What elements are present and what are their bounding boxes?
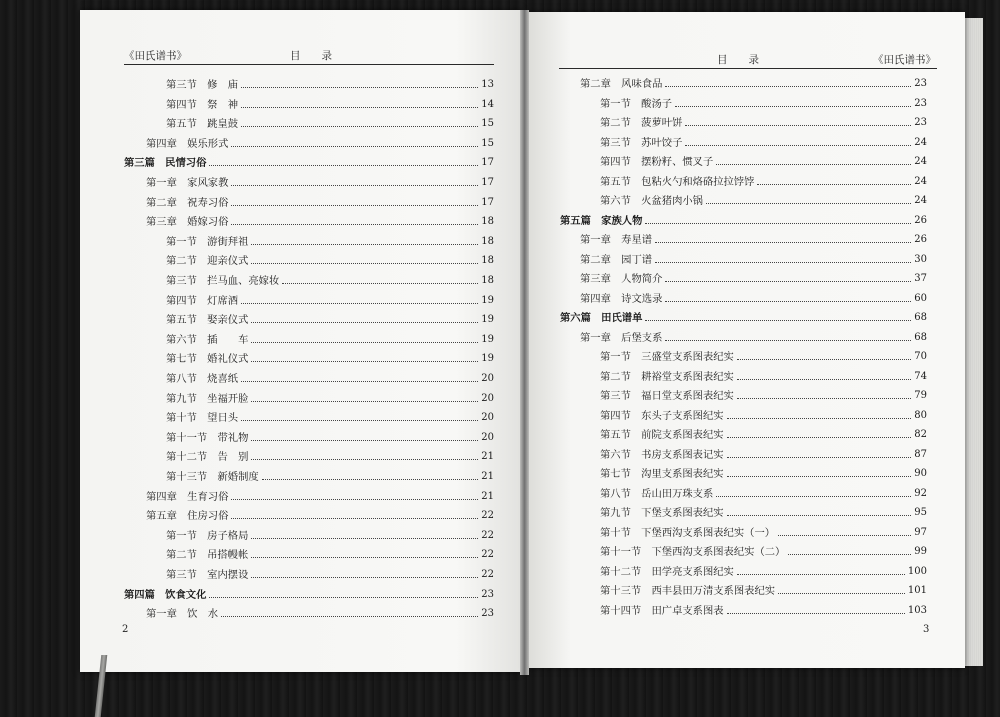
toc-entry-title: 第九节 下堡支系图表纪实 bbox=[600, 507, 724, 519]
toc-entry-page: 19 bbox=[481, 294, 494, 306]
toc-leader-dots bbox=[665, 86, 911, 87]
toc-entry bbox=[166, 449, 494, 463]
toc-entry bbox=[560, 213, 927, 227]
toc-leader-dots bbox=[241, 126, 478, 127]
left-header-contents-label: 目 录 bbox=[290, 50, 332, 62]
toc-entry-page: 19 bbox=[481, 333, 494, 345]
toc-entry-page: 26 bbox=[914, 214, 927, 226]
page-stack-edge bbox=[965, 18, 983, 666]
toc-entry-page: 37 bbox=[914, 273, 927, 284]
toc-leader-dots bbox=[645, 223, 911, 224]
toc-leader-dots bbox=[737, 379, 911, 380]
toc-leader-dots bbox=[716, 496, 911, 497]
toc-entry-page: 80 bbox=[914, 409, 927, 421]
toc-entry bbox=[166, 430, 494, 444]
toc-entry-page: 15 bbox=[481, 118, 494, 130]
toc-entry-page: 24 bbox=[914, 156, 927, 167]
toc-leader-dots bbox=[251, 557, 478, 558]
toc-leader-dots bbox=[675, 106, 911, 107]
toc-entry-page: 20 bbox=[481, 412, 494, 424]
toc-entry-page: 21 bbox=[481, 490, 494, 502]
toc-entry-title: 第三节 室内摆设 bbox=[166, 569, 249, 581]
toc-entry-page: 70 bbox=[914, 351, 927, 362]
toc-entry-title: 第四节 灯席酒 bbox=[166, 294, 239, 307]
toc-leader-dots bbox=[251, 244, 478, 245]
toc-entry-title: 第十三节 新婚制度 bbox=[166, 471, 259, 483]
toc-entry bbox=[600, 525, 927, 539]
toc-entry bbox=[146, 508, 494, 522]
toc-leader-dots bbox=[282, 283, 478, 284]
toc-entry-page: 17 bbox=[481, 177, 494, 188]
toc-leader-dots bbox=[251, 577, 478, 578]
toc-entry bbox=[600, 505, 927, 519]
toc-entry-page: 68 bbox=[914, 312, 927, 323]
toc-entry-page: 97 bbox=[914, 526, 927, 538]
toc-leader-dots bbox=[251, 361, 478, 362]
toc-leader-dots bbox=[209, 597, 478, 598]
toc-entry bbox=[600, 447, 927, 461]
toc-leader-dots bbox=[716, 164, 911, 165]
toc-entry-title: 第七节 沟里支系图表纪实 bbox=[600, 468, 724, 480]
toc-entry bbox=[166, 293, 494, 307]
toc-entry-title: 第八节 烧喜纸 bbox=[166, 373, 239, 385]
toc-entry-page: 17 bbox=[481, 196, 494, 208]
toc-entry-page: 30 bbox=[914, 253, 927, 265]
toc-entry-title: 第三章 婚嫁习俗 bbox=[146, 216, 229, 229]
toc-entry-page: 92 bbox=[914, 487, 927, 499]
toc-entry-title: 第八节 岳山田万珠支系 bbox=[600, 487, 714, 500]
toc-entry-title: 第二节 吊搭幔帐 bbox=[166, 549, 249, 562]
toc-entry-page: 18 bbox=[481, 255, 494, 267]
toc-leader-dots bbox=[231, 205, 478, 206]
toc-leader-dots bbox=[241, 420, 478, 421]
left-page-number: 2 bbox=[122, 624, 129, 635]
right-page bbox=[527, 12, 965, 668]
toc-entry bbox=[166, 332, 494, 346]
toc-entry-page: 14 bbox=[481, 98, 494, 110]
toc-leader-dots bbox=[241, 107, 478, 108]
toc-entry-page: 19 bbox=[481, 314, 494, 326]
toc-leader-dots bbox=[241, 87, 478, 88]
toc-entry-title: 第九节 坐福开脸 bbox=[166, 392, 249, 405]
toc-entry bbox=[166, 371, 494, 385]
toc-leader-dots bbox=[251, 322, 478, 323]
toc-entry-page: 15 bbox=[481, 137, 494, 149]
toc-entry-page: 19 bbox=[481, 353, 494, 365]
toc-entry-title: 第四章 生育习俗 bbox=[146, 490, 229, 503]
toc-entry-title: 第七节 婚礼仪式 bbox=[166, 353, 249, 366]
toc-entry bbox=[600, 349, 927, 363]
toc-entry-page: 99 bbox=[914, 546, 927, 557]
toc-entry bbox=[166, 391, 494, 405]
toc-entry-title: 第四章 诗文选录 bbox=[580, 292, 663, 305]
toc-leader-dots bbox=[241, 303, 478, 304]
toc-entry bbox=[600, 564, 927, 578]
toc-leader-dots bbox=[645, 320, 911, 321]
toc-leader-dots bbox=[231, 499, 478, 500]
right-page-number: 3 bbox=[923, 624, 930, 635]
toc-leader-dots bbox=[778, 535, 911, 536]
toc-leader-dots bbox=[778, 593, 905, 594]
toc-leader-dots bbox=[727, 515, 912, 516]
toc-leader-dots bbox=[262, 479, 479, 480]
toc-entry-title: 第一节 游街拜祖 bbox=[166, 235, 249, 248]
toc-entry-page: 21 bbox=[481, 471, 494, 482]
toc-leader-dots bbox=[231, 146, 478, 147]
toc-entry-page: 18 bbox=[481, 216, 494, 228]
toc-leader-dots bbox=[231, 518, 478, 519]
toc-entry-page: 18 bbox=[481, 235, 494, 247]
toc-entry-title: 第五篇 家族人物 bbox=[560, 214, 643, 227]
toc-entry-page: 22 bbox=[481, 529, 494, 541]
toc-leader-dots bbox=[665, 281, 911, 282]
right-header-book-title: 《田氏谱书》 bbox=[873, 54, 936, 66]
toc-entry-title: 第五节 娶亲仪式 bbox=[166, 314, 249, 327]
toc-entry-page: 22 bbox=[481, 549, 494, 561]
toc-entry bbox=[600, 603, 927, 617]
toc-entry-page: 74 bbox=[914, 370, 927, 382]
toc-entry bbox=[166, 312, 494, 326]
toc-entry bbox=[600, 193, 927, 207]
toc-entry-page: 22 bbox=[481, 510, 494, 522]
toc-entry-page: 13 bbox=[481, 79, 494, 90]
toc-leader-dots bbox=[727, 613, 905, 614]
toc-entry bbox=[600, 583, 927, 597]
left-toc bbox=[80, 10, 522, 672]
toc-leader-dots bbox=[706, 203, 911, 204]
toc-entry-page: 21 bbox=[481, 451, 494, 463]
toc-entry-page: 18 bbox=[481, 275, 494, 286]
toc-leader-dots bbox=[737, 359, 911, 360]
toc-entry-title: 第五章 住房习俗 bbox=[146, 510, 229, 523]
toc-entry-title: 第一节 酸汤子 bbox=[600, 97, 673, 110]
toc-entry-page: 17 bbox=[481, 157, 494, 169]
toc-entry-title: 第六节 火盆猪肉小锅 bbox=[600, 195, 703, 207]
toc-entry-title: 第十节 望日头 bbox=[166, 412, 239, 425]
toc-entry bbox=[146, 489, 494, 503]
toc-entry-title: 第十一节 带礼物 bbox=[166, 431, 249, 444]
toc-entry-title: 第二节 耕裕堂支系图表纪实 bbox=[600, 370, 734, 383]
toc-leader-dots bbox=[655, 262, 911, 263]
toc-entry bbox=[166, 116, 494, 130]
toc-entry bbox=[580, 291, 927, 305]
toc-entry-title: 第四节 祭 神 bbox=[166, 98, 239, 111]
toc-leader-dots bbox=[251, 401, 478, 402]
toc-entry bbox=[146, 214, 494, 228]
toc-leader-dots bbox=[241, 381, 478, 382]
toc-entry-page: 95 bbox=[914, 507, 927, 518]
toc-leader-dots bbox=[685, 145, 911, 146]
toc-entry-page: 101 bbox=[907, 585, 927, 596]
toc-leader-dots bbox=[685, 125, 911, 126]
toc-entry bbox=[146, 175, 494, 189]
toc-entry-page: 20 bbox=[481, 392, 494, 404]
toc-leader-dots bbox=[251, 440, 478, 441]
toc-entry bbox=[166, 547, 494, 561]
toc-entry-title: 第一章 寿星谱 bbox=[580, 234, 653, 246]
toc-entry-title: 第三节 修 庙 bbox=[166, 79, 239, 91]
toc-entry bbox=[600, 154, 927, 168]
toc-entry-page: 23 bbox=[481, 608, 494, 620]
toc-entry-title: 第十一节 下堡西沟支系图表纪实（二） bbox=[600, 546, 786, 558]
toc-entry bbox=[580, 232, 927, 246]
toc-entry-page: 82 bbox=[914, 429, 927, 440]
toc-entry-page: 100 bbox=[907, 565, 927, 577]
toc-entry-title: 第十四节 田广卓支系图表 bbox=[600, 604, 724, 617]
toc-entry-title: 第二章 祝寿习俗 bbox=[146, 196, 229, 209]
toc-leader-dots bbox=[251, 263, 478, 264]
toc-leader-dots bbox=[727, 457, 912, 458]
toc-entry-title: 第一章 家风家教 bbox=[146, 177, 229, 189]
toc-leader-dots bbox=[727, 418, 912, 419]
toc-entry-title: 第四节 摆粉籽、惯叉子 bbox=[600, 156, 714, 168]
toc-leader-dots bbox=[231, 185, 478, 186]
toc-entry bbox=[166, 528, 494, 542]
right-toc bbox=[527, 12, 965, 668]
toc-entry-title: 第六篇 田氏谱单 bbox=[560, 312, 643, 324]
toc-leader-dots bbox=[221, 616, 478, 617]
toc-entry-title: 第六节 插 车 bbox=[166, 333, 249, 346]
toc-entry bbox=[166, 351, 494, 365]
toc-entry bbox=[600, 115, 927, 129]
toc-entry-title: 第三篇 民情习俗 bbox=[124, 157, 207, 170]
toc-leader-dots bbox=[251, 342, 478, 343]
toc-entry bbox=[600, 388, 927, 402]
toc-entry-page: 68 bbox=[914, 331, 927, 343]
toc-entry bbox=[124, 587, 494, 601]
toc-entry bbox=[600, 369, 927, 383]
toc-entry bbox=[600, 135, 927, 149]
toc-entry bbox=[166, 97, 494, 111]
toc-entry-title: 第五节 前院支系图表纪实 bbox=[600, 429, 724, 441]
toc-entry bbox=[146, 606, 494, 620]
toc-entry bbox=[560, 310, 927, 324]
toc-entry-page: 103 bbox=[907, 604, 927, 616]
toc-entry bbox=[580, 271, 927, 285]
book-gutter bbox=[520, 10, 529, 675]
toc-entry-title: 第一节 房子格局 bbox=[166, 529, 249, 542]
toc-leader-dots bbox=[727, 476, 912, 477]
toc-entry bbox=[600, 544, 927, 558]
toc-leader-dots bbox=[737, 574, 905, 575]
toc-entry-page: 23 bbox=[914, 97, 927, 109]
toc-entry-title: 第十节 下堡西沟支系图表纪实（一） bbox=[600, 526, 776, 539]
toc-entry-page: 23 bbox=[914, 78, 927, 89]
toc-entry bbox=[166, 234, 494, 248]
right-header-contents-label: 目 录 bbox=[717, 54, 759, 66]
toc-entry bbox=[580, 330, 927, 344]
toc-entry-title: 第一节 三盛堂支系图表纪实 bbox=[600, 351, 734, 363]
toc-entry bbox=[146, 136, 494, 150]
toc-entry-page: 20 bbox=[481, 431, 494, 443]
toc-entry-title: 第十三节 西丰县田万清支系图表纪实 bbox=[600, 585, 776, 597]
toc-entry-page: 24 bbox=[914, 175, 927, 187]
toc-leader-dots bbox=[209, 165, 478, 166]
toc-entry-title: 第二章 风味食品 bbox=[580, 78, 663, 90]
toc-leader-dots bbox=[727, 437, 912, 438]
toc-entry-page: 87 bbox=[914, 448, 927, 460]
toc-entry-title: 第六节 书房支系图表记实 bbox=[600, 448, 724, 461]
toc-leader-dots bbox=[251, 538, 478, 539]
toc-leader-dots bbox=[231, 224, 478, 225]
toc-entry bbox=[166, 469, 494, 483]
toc-entry bbox=[166, 567, 494, 581]
toc-entry bbox=[166, 253, 494, 267]
toc-entry-page: 24 bbox=[914, 195, 927, 206]
toc-entry bbox=[166, 77, 494, 91]
toc-entry-title: 第二节 菠萝叶饼 bbox=[600, 117, 683, 129]
toc-entry-title: 第三节 苏叶饺子 bbox=[600, 136, 683, 149]
toc-leader-dots bbox=[665, 301, 911, 302]
toc-entry bbox=[600, 486, 927, 500]
toc-entry-page: 60 bbox=[914, 292, 927, 304]
toc-entry bbox=[600, 174, 927, 188]
toc-entry bbox=[166, 410, 494, 424]
toc-entry bbox=[600, 466, 927, 480]
toc-entry-title: 第二章 园丁谱 bbox=[580, 253, 653, 266]
toc-entry-page: 90 bbox=[914, 468, 927, 479]
toc-entry-title: 第十二节 田学亮支系图纪实 bbox=[600, 565, 734, 578]
toc-entry bbox=[600, 427, 927, 441]
toc-entry bbox=[124, 155, 494, 169]
toc-entry-page: 20 bbox=[481, 373, 494, 384]
toc-entry-title: 第四章 娱乐形式 bbox=[146, 137, 229, 150]
toc-entry-page: 24 bbox=[914, 136, 927, 148]
toc-entry-title: 第三节 福日堂支系图表纪实 bbox=[600, 390, 734, 402]
toc-entry bbox=[146, 195, 494, 209]
toc-entry bbox=[600, 96, 927, 110]
left-header-book-title: 《田氏谱书》 bbox=[124, 50, 187, 62]
toc-entry-page: 23 bbox=[481, 588, 494, 600]
toc-leader-dots bbox=[655, 242, 911, 243]
toc-entry-page: 22 bbox=[481, 569, 494, 580]
toc-entry-title: 第四篇 饮食文化 bbox=[124, 588, 207, 601]
toc-entry-title: 第五节 包粘火勺和烙硌拉拉饽饽 bbox=[600, 175, 755, 188]
toc-entry-title: 第三章 人物简介 bbox=[580, 273, 663, 285]
toc-entry-page: 23 bbox=[914, 117, 927, 128]
toc-leader-dots bbox=[757, 184, 911, 185]
toc-entry-title: 第一章 饮 水 bbox=[146, 608, 219, 621]
toc-entry bbox=[166, 273, 494, 287]
left-page bbox=[80, 10, 522, 672]
toc-leader-dots bbox=[788, 554, 911, 555]
toc-entry-title: 第五节 跳皇鼓 bbox=[166, 118, 239, 131]
toc-entry-title: 第四节 东头子支系图纪实 bbox=[600, 409, 724, 422]
toc-entry-title: 第一章 后堡支系 bbox=[580, 331, 663, 344]
toc-entry bbox=[580, 252, 927, 266]
toc-leader-dots bbox=[737, 398, 911, 399]
toc-entry bbox=[600, 408, 927, 422]
toc-entry-page: 79 bbox=[914, 390, 927, 401]
toc-entry bbox=[580, 76, 927, 90]
toc-entry-title: 第十二节 告 别 bbox=[166, 451, 249, 464]
toc-entry-title: 第二节 迎亲仪式 bbox=[166, 255, 249, 268]
toc-entry-page: 26 bbox=[914, 234, 927, 245]
toc-leader-dots bbox=[665, 340, 911, 341]
toc-entry-title: 第三节 拦马血、亮嫁妆 bbox=[166, 275, 280, 287]
toc-leader-dots bbox=[251, 459, 478, 460]
